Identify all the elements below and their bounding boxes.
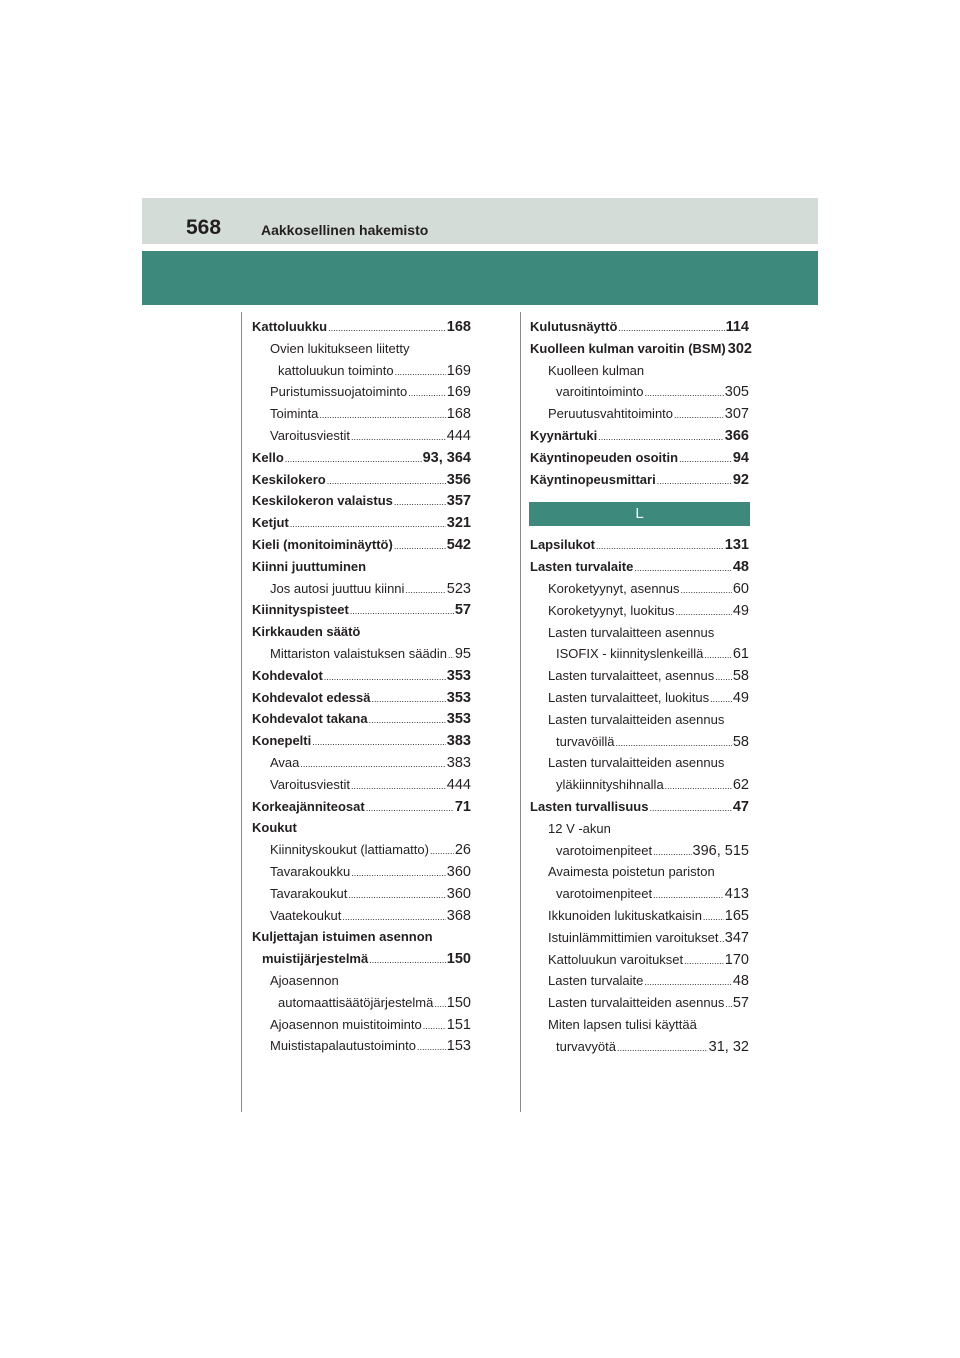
index-entry <box>252 360 471 382</box>
index-entry <box>530 469 749 491</box>
index-entry <box>252 512 471 534</box>
index-entry-page: 93, 364 <box>422 449 471 466</box>
index-entry-term: Mittariston valaistuksen säädin <box>270 645 448 661</box>
dot-leader <box>674 405 724 427</box>
dot-leader <box>405 580 445 602</box>
dot-leader <box>372 689 446 711</box>
index-entry <box>252 905 471 927</box>
dot-leader <box>430 841 454 863</box>
index-entry-term: Kieli (monitoiminäyttö) <box>252 536 393 552</box>
index-entry <box>252 948 471 970</box>
index-entry-term: Ajoasennon muistitoiminto <box>270 1016 422 1032</box>
index-entry-term: automaattisäätöjärjestelmä <box>278 994 434 1010</box>
index-entry-term: Käyntinopeusmittari <box>530 471 656 487</box>
index-entry-term: Vaatekoukut <box>270 907 342 923</box>
dot-leader <box>715 667 732 689</box>
index-entry <box>252 490 471 512</box>
index-entry-term: turvavöillä <box>556 733 615 749</box>
index-entry <box>252 447 471 469</box>
index-entry-page: 58 <box>732 668 749 685</box>
index-entry <box>530 709 749 731</box>
index-entry-page: 60 <box>732 580 749 597</box>
index-entry-page: 396, 515 <box>692 842 749 859</box>
index-entry-term: turvavyötä <box>556 1038 616 1054</box>
dot-leader <box>395 362 446 384</box>
index-entry-page: 170 <box>724 951 749 968</box>
index-entry-term: Kiinni juuttuminen <box>252 558 367 574</box>
index-column-left <box>252 316 471 1057</box>
index-entry-page: 150 <box>446 951 471 968</box>
index-entry <box>252 839 471 861</box>
index-entry <box>530 578 749 600</box>
index-entry <box>530 360 749 382</box>
dot-leader <box>369 710 446 732</box>
index-entry <box>252 796 471 818</box>
index-entry-page: 31, 32 <box>708 1038 749 1055</box>
dot-leader <box>351 863 446 885</box>
index-entry <box>252 926 471 948</box>
dot-leader <box>644 972 731 994</box>
dot-leader <box>324 667 446 689</box>
section-banner <box>142 251 818 305</box>
index-entry-term: Kuolleen kulman <box>548 362 645 378</box>
index-entry-page: 151 <box>446 1016 471 1033</box>
dot-leader <box>653 885 724 907</box>
index-entry-page: 523 <box>446 580 471 597</box>
index-entry-page: 168 <box>446 406 471 423</box>
index-entry-page: 357 <box>446 493 471 510</box>
index-entry-page: 444 <box>446 427 471 444</box>
index-entry <box>252 556 471 578</box>
index-entry <box>530 425 749 447</box>
dot-leader <box>312 732 446 754</box>
index-entry-page: 61 <box>732 646 749 663</box>
dot-leader <box>644 383 723 405</box>
index-entry <box>530 643 749 665</box>
index-entry <box>530 1036 749 1058</box>
index-entry <box>252 1035 471 1057</box>
index-entry-page: 57 <box>454 602 471 619</box>
index-entry-page: 94 <box>732 449 749 466</box>
index-entry-term: Ketjut <box>252 515 289 531</box>
index-entry-term: Avaa <box>270 754 300 770</box>
index-entry <box>530 883 749 905</box>
index-entry-term: muistijärjestelmä <box>262 951 369 967</box>
index-entry-term: Ikkunoiden lukituskatkaisin <box>548 907 702 923</box>
dot-leader <box>394 536 446 558</box>
index-entry-term: Koroketyynyt, asennus <box>548 580 680 596</box>
index-entry-page: 48 <box>732 559 749 576</box>
index-entry <box>530 1014 749 1036</box>
index-entry-page: 366 <box>724 427 749 444</box>
index-entry-term: 12 V -akun <box>548 820 611 836</box>
index-entry <box>252 534 471 556</box>
index-entry <box>252 730 471 752</box>
index-entry-page: 169 <box>446 384 471 401</box>
index-entry-page: 48 <box>732 973 749 990</box>
dot-leader <box>351 427 446 449</box>
index-entry <box>530 992 749 1014</box>
dot-leader <box>300 754 445 776</box>
dot-leader <box>596 536 724 558</box>
index-entry-term: Lasten turvalaitteen asennus <box>548 624 715 640</box>
index-entry-page: 47 <box>732 798 749 815</box>
index-entry-page: 347 <box>724 929 749 946</box>
index-entry-term: Kiinnityskoukut (lattiamatto) <box>270 842 429 858</box>
index-entry <box>252 774 471 796</box>
dot-leader <box>725 994 732 1016</box>
index-entry-term: Ajoasennon <box>270 972 339 988</box>
index-entry-page: 168 <box>446 319 471 335</box>
index-entry-term: Lasten turvalaitteiden asennus <box>548 711 725 727</box>
index-entry <box>252 665 471 687</box>
index-entry <box>530 840 749 862</box>
dot-leader <box>665 776 732 798</box>
dot-leader <box>434 994 445 1016</box>
index-entry-term: Kohdevalot <box>252 667 323 683</box>
index-entry-term: Lasten turvalaitteiden asennus <box>548 995 725 1011</box>
index-entry-page: 356 <box>446 471 471 488</box>
dot-leader <box>351 776 446 798</box>
section-letter-bar: L <box>529 502 750 526</box>
index-entry <box>530 970 749 992</box>
index-entry <box>530 774 749 796</box>
index-entry <box>252 381 471 403</box>
index-entry-page: 321 <box>446 515 471 532</box>
index-entry <box>530 861 749 883</box>
index-entry-term: Lasten turvalaitteiden asennus <box>548 755 725 771</box>
index-entry-term: Konepelti <box>252 733 312 749</box>
dot-leader <box>618 318 724 340</box>
index-entry <box>252 316 471 338</box>
index-entry-term: Kohdevalot takana <box>252 711 368 727</box>
index-entry-page: 26 <box>454 842 471 859</box>
dot-leader <box>417 1037 446 1059</box>
dot-leader <box>448 645 454 667</box>
index-entry <box>252 338 471 360</box>
index-entry <box>530 949 749 971</box>
index-entry-page: 95 <box>454 645 471 662</box>
index-entry-term: Kattoluukun varoitukset <box>548 951 684 967</box>
index-entry-page: 413 <box>724 886 749 903</box>
dot-leader <box>720 929 724 951</box>
index-column-right <box>530 316 752 1058</box>
index-entry-page: 353 <box>446 711 471 728</box>
index-entry-term: Toiminta <box>270 406 319 422</box>
index-entry-page: 153 <box>446 1038 471 1055</box>
index-entry <box>530 927 749 949</box>
index-entry-page: 49 <box>732 689 749 706</box>
dot-leader <box>290 514 446 536</box>
index-entry-term: Kiinnityspisteet <box>252 602 349 618</box>
index-entry <box>252 621 471 643</box>
index-entry-term: Lasten turvalaitteet, asennus <box>548 668 715 684</box>
dot-leader <box>408 383 446 405</box>
index-entry-term: Istuinlämmittimien varoitukset <box>548 929 719 945</box>
index-entry <box>252 883 471 905</box>
index-entry-page: 542 <box>446 536 471 553</box>
index-entry-page: 58 <box>732 733 749 750</box>
index-entry-term: Varoitusviestit <box>270 427 350 443</box>
dot-leader <box>679 449 732 471</box>
dot-leader <box>710 689 732 711</box>
index-entry <box>530 731 749 753</box>
index-entry-term: Lasten turvalaite <box>530 559 634 575</box>
index-entry-page: 360 <box>446 863 471 880</box>
dot-leader <box>348 885 445 907</box>
index-entry <box>530 665 749 687</box>
index-entry <box>252 578 471 600</box>
index-entry-term: kattoluukun toiminto <box>278 362 394 378</box>
index-group-k <box>530 316 752 490</box>
index-entry-page: 368 <box>446 907 471 924</box>
dot-leader <box>342 907 445 929</box>
column-divider-left <box>241 312 242 1112</box>
index-entry-term: Kohdevalot edessä <box>252 689 371 705</box>
index-entry-page: 131 <box>724 537 749 554</box>
index-entry-term: Korkeajänniteosat <box>252 798 365 814</box>
index-entry <box>530 905 749 927</box>
index-entry-term: Lasten turvalaite <box>548 973 644 989</box>
index-entry-page: 92 <box>732 471 749 488</box>
index-entry-page: 150 <box>446 994 471 1011</box>
index-entry-term: Kirkkauden säätö <box>252 624 361 640</box>
index-entry-term: yläkiinnityshihnalla <box>556 777 664 793</box>
index-entry <box>530 687 749 709</box>
index-entry-page: 353 <box>446 689 471 706</box>
index-entry-term: varotoimenpiteet <box>556 842 653 858</box>
index-entry <box>530 556 749 578</box>
index-entry-term: Keskilokeron valaistus <box>252 493 393 509</box>
dot-leader <box>703 907 724 929</box>
dot-leader <box>657 471 732 493</box>
index-group-l <box>530 534 749 1057</box>
index-entry <box>252 687 471 709</box>
column-divider-middle <box>520 312 521 1112</box>
index-entry <box>252 817 471 839</box>
dot-leader <box>328 318 446 340</box>
index-entry-term: Tavarakoukku <box>270 863 351 879</box>
index-entry <box>530 752 749 774</box>
index-entry-term: Kattoluukku <box>252 319 328 334</box>
index-entry-term: Jos autosi juuttuu kiinni <box>270 580 405 596</box>
index-entry-term: Avaimesta poistetun pariston <box>548 864 715 880</box>
index-entry <box>252 643 471 665</box>
index-entry-page: 305 <box>724 384 749 401</box>
index-entry-page: 383 <box>446 754 471 771</box>
index-entry-page: 57 <box>732 995 749 1012</box>
index-entry-page: 302 <box>727 340 752 357</box>
index-entry-page: 169 <box>446 362 471 379</box>
index-entry <box>530 818 749 840</box>
index-entry-page: 165 <box>724 907 749 924</box>
index-entry <box>530 381 749 403</box>
index-entry-term: Lapsilukot <box>530 537 596 553</box>
index-entry-term: varoitintoiminto <box>556 384 644 400</box>
index-entry-term: ISOFIX - kiinnityslenkeillä <box>556 646 704 662</box>
dot-leader <box>684 951 724 973</box>
index-entry-term: Koukut <box>252 820 297 836</box>
index-entry <box>530 796 749 818</box>
index-entry-page: 360 <box>446 885 471 902</box>
index-entry-term: Miten lapsen tulisi käyttää <box>548 1016 697 1032</box>
dot-leader <box>598 427 724 449</box>
index-entry <box>252 599 471 621</box>
index-entry <box>530 534 749 556</box>
index-entry-page: 71 <box>454 798 471 815</box>
page-title: Aakkosellinen hakemisto <box>261 222 429 238</box>
dot-leader <box>617 1038 708 1060</box>
page-number: 568 <box>186 216 222 239</box>
dot-leader <box>634 558 732 580</box>
dot-leader <box>285 449 422 471</box>
index-entry <box>252 403 471 425</box>
index-entry-page: 383 <box>446 733 471 750</box>
dot-leader <box>704 645 731 667</box>
index-entry <box>252 425 471 447</box>
index-entry <box>252 970 471 992</box>
index-entry <box>252 708 471 730</box>
index-entry-term: varotoimenpiteet <box>556 886 653 902</box>
index-entry <box>530 338 752 360</box>
dot-leader <box>369 950 446 972</box>
index-entry <box>530 600 749 622</box>
dot-leader <box>675 602 731 624</box>
index-entry-page: 62 <box>732 777 749 794</box>
index-entry-term: Tavarakoukut <box>270 885 348 901</box>
index-entry-term: Lasten turvallisuus <box>530 798 649 814</box>
index-entry-term: Kyynärtuki <box>530 427 598 443</box>
index-entry-term: Varoitusviestit <box>270 776 350 792</box>
index-entry <box>530 447 749 469</box>
index-entry-term: Käyntinopeuden osoitin <box>530 449 679 465</box>
dot-leader <box>394 492 446 514</box>
index-entry-term: Kello <box>252 449 284 465</box>
index-entry-term: Koroketyynyt, luokitus <box>548 602 675 618</box>
dot-leader <box>616 733 732 755</box>
index-entry <box>252 752 471 774</box>
index-entry <box>252 469 471 491</box>
index-entry-page: 444 <box>446 776 471 793</box>
dot-leader <box>649 798 731 820</box>
index-entry-term: Keskilokero <box>252 471 326 487</box>
index-entry-term: Peruutusvahtitoiminto <box>548 406 674 422</box>
index-entry-page: 353 <box>446 667 471 684</box>
header-band <box>142 198 818 244</box>
index-entry <box>252 861 471 883</box>
index-entry-term: Lasten turvalaitteet, luokitus <box>548 689 710 705</box>
dot-leader <box>350 601 454 623</box>
index-entry-term: Kuolleen kulman varoitin (BSM) <box>530 340 726 356</box>
index-entry-term: Kulutusnäyttö <box>530 319 618 334</box>
index-entry <box>530 403 749 425</box>
index-entry <box>252 1014 471 1036</box>
index-entry-page: 49 <box>732 602 749 619</box>
index-entry <box>252 992 471 1014</box>
index-entry-term: Kuljettajan istuimen asennon <box>252 929 433 945</box>
dot-leader <box>681 580 732 602</box>
dot-leader <box>423 1016 446 1038</box>
index-entry-page: 114 <box>725 319 749 335</box>
index-entry <box>530 622 749 644</box>
index-entry <box>530 316 749 338</box>
dot-leader <box>327 471 446 493</box>
index-entry-term: Ovien lukitukseen liitetty <box>270 340 410 356</box>
dot-leader <box>366 798 454 820</box>
index-entry-page: 307 <box>724 406 749 423</box>
index-entry-term: Muististapalautustoiminto <box>270 1038 416 1054</box>
index-entry-term: Puristumissuojatoiminto <box>270 384 408 400</box>
dot-leader <box>653 842 691 864</box>
dot-leader <box>319 405 445 427</box>
